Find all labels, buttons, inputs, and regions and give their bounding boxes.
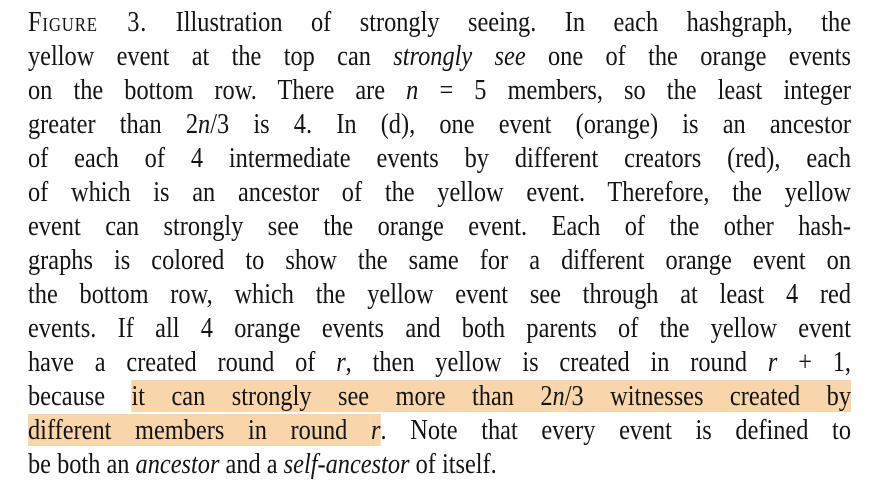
caption-text: . Note that every event is defined to <box>380 414 852 446</box>
caption-text: events. If all 4 orange events and both parents of the yellow event <box>28 312 852 344</box>
caption-text: Illustration of strongly seeing. In each hashgraph, the <box>147 6 852 38</box>
figure-caption <box>28 5 851 481</box>
figure-label: Figure 3. <box>28 6 148 38</box>
caption-line <box>28 345 851 379</box>
caption-line <box>28 39 851 73</box>
caption-text: /3 is 4. In (d), one event (orange) is an ancestor <box>210 108 852 140</box>
italic-text: n <box>198 108 211 140</box>
caption-text: one of the orange events <box>525 40 852 72</box>
caption-line <box>28 5 851 39</box>
caption-line <box>28 107 851 141</box>
italic-text: ancestor <box>135 448 220 480</box>
caption-line <box>28 209 851 243</box>
highlighted-text: different members in round <box>28 414 372 446</box>
caption-line <box>28 141 851 175</box>
caption-text: graphs is colored to show the same for a different orange event on <box>28 244 852 276</box>
caption-text: + 1, <box>777 346 852 378</box>
italic-text: n <box>406 74 419 106</box>
highlighted-text: n <box>552 380 565 412</box>
caption-text: event can strongly see the orange event. Each of the other hash- <box>28 210 852 242</box>
caption-text: because <box>28 380 132 412</box>
caption-text: the bottom row, which the yellow event see through at least 4 red <box>28 278 852 310</box>
caption-text: of each of 4 intermediate events by different creators (red), each <box>28 142 852 174</box>
caption-line <box>28 379 851 413</box>
caption-text: greater than 2 <box>28 108 199 140</box>
highlighted-text: /3 witnesses created by <box>564 380 852 412</box>
caption-text: of which is an ancestor of the yellow event. Therefore, the yellow <box>28 176 852 208</box>
caption-text: be both an <box>28 448 136 480</box>
highlighted-text: r <box>371 414 381 446</box>
caption-line <box>28 243 851 277</box>
caption-text: yellow event at the top can <box>28 40 394 72</box>
caption-line <box>28 175 851 209</box>
italic-text: self-ancestor <box>283 448 410 480</box>
caption-text: on the bottom row. There are <box>28 74 407 106</box>
caption-line <box>28 277 851 311</box>
italic-text: strongly see <box>393 40 526 72</box>
italic-text: r <box>767 346 778 378</box>
highlighted-text: it can strongly see more than 2 <box>131 380 553 412</box>
caption-text: of itself. <box>409 448 497 480</box>
caption-line <box>28 311 851 345</box>
caption-line <box>28 73 851 107</box>
caption-text: have a created round of <box>28 346 337 378</box>
caption-line <box>28 413 851 447</box>
italic-text: r <box>336 346 346 378</box>
caption-text: and a <box>219 448 284 480</box>
caption-line <box>28 447 851 481</box>
caption-text: , then yellow is created in round <box>345 346 768 378</box>
caption-text: = 5 members, so the least integer <box>418 74 852 106</box>
